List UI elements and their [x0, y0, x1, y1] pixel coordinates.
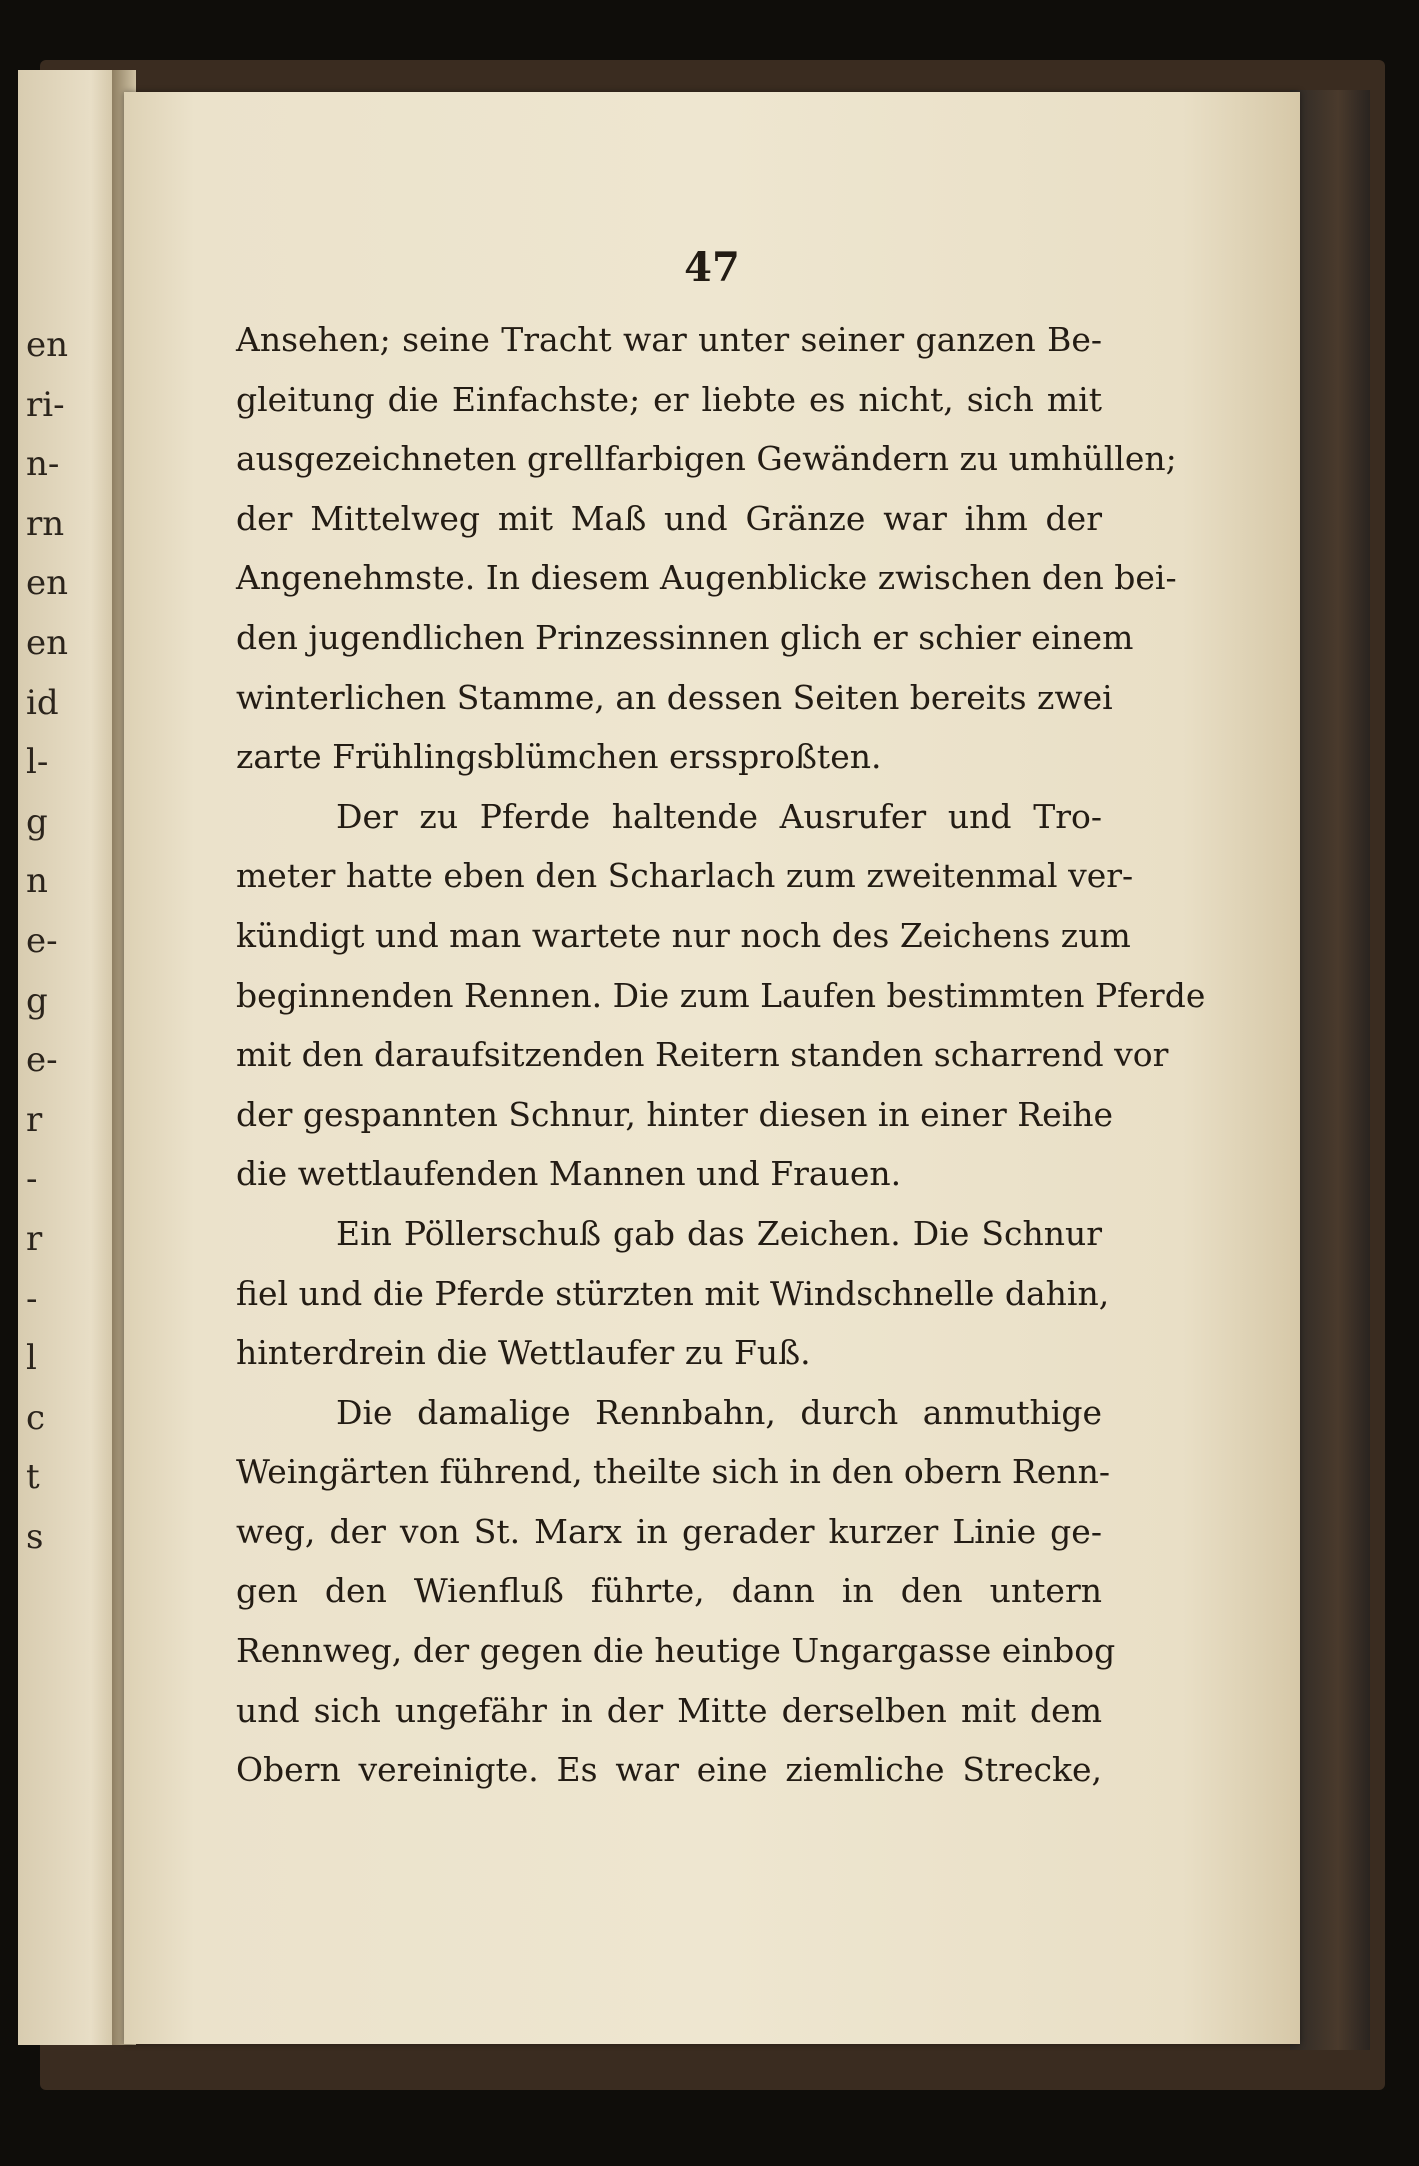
left-page-edge	[18, 70, 122, 2045]
left-page-fragment: ri-	[26, 384, 65, 425]
text-line: Der zu Pferde haltende Ausrufer und Tro-	[336, 796, 1102, 836]
text-line: weg, der von St. Marx in gerader kurzer Linie ge-	[236, 1511, 1102, 1551]
text-line: der Mittelweg mit Maß und Gränze war ihm der	[236, 498, 1102, 538]
right-page	[124, 92, 1300, 2044]
text-line: beginnenden Rennen. Die zum Laufen bestimmten Pferde	[236, 975, 1206, 1015]
text-line: Ansehen; seine Tracht war unter seiner ganzen Be-	[236, 320, 1102, 359]
back-cover-edge	[1290, 90, 1370, 2050]
text-line: Die damalige Rennbahn, durch anmuthige	[336, 1392, 1102, 1432]
left-page-fragment: g	[26, 980, 48, 1021]
left-page-fragment: t	[26, 1457, 40, 1498]
text-line: der gespannten Schnur, hinter diesen in einer Reihe	[236, 1094, 1113, 1134]
left-page-fragment: en	[26, 325, 69, 365]
left-page-fragment: -	[26, 1159, 38, 1200]
text-line: gen den Wienfluß führte, dann in den untern	[236, 1571, 1102, 1611]
page-number: 47	[684, 244, 740, 291]
text-line: hinterdrein die Wettlaufer zu Fuß.	[236, 1333, 811, 1373]
left-page-fragment: e-	[26, 921, 58, 961]
text-line: Angenehmste. In diesem Augenblicke zwischen den bei-	[236, 558, 1177, 598]
body-text	[236, 310, 1206, 1800]
text-line: die wettlaufenden Mannen und Frauen.	[236, 1154, 902, 1194]
text-line: mit den daraufsitzenden Reitern standen scharrend vor	[236, 1035, 1169, 1075]
text-line: Obern vereinigte. Es war eine ziemliche Strecke,	[236, 1750, 1102, 1790]
left-page-fragment: -	[26, 1278, 38, 1319]
left-page-fragment: r	[26, 1099, 43, 1140]
text-line: gleitung die Einfachste; er liebte es nicht, sich mit	[236, 379, 1102, 419]
text-line: meter hatte eben den Scharlach zum zweitenmal ver-	[236, 856, 1134, 896]
text-line: den jugendlichen Prinzessinnen glich er schier einem	[236, 617, 1134, 657]
left-page-fragment: id	[26, 682, 59, 723]
text-line: Weingärten führend, theilte sich in den obern Renn-	[236, 1452, 1110, 1492]
left-page-fragment: n-	[26, 444, 60, 485]
left-page-fragment: e-	[26, 1040, 58, 1081]
text-line: und sich ungefähr in der Mitte derselben mit dem	[236, 1690, 1102, 1730]
left-page-fragment: l	[26, 1338, 37, 1379]
left-page-fragment: en	[26, 563, 69, 604]
left-page-fragment: l-	[26, 742, 49, 783]
text-line: kündigt und man wartete nur noch des Zeichens zum	[236, 915, 1131, 955]
left-page-fragment: g	[26, 801, 48, 842]
text-line: zarte Frühlingsblümchen erssproßten.	[236, 737, 882, 777]
left-page-fragment: c	[26, 1397, 46, 1438]
left-page-fragment: en	[26, 623, 69, 663]
text-line: Rennweg, der gegen die heutige Ungargasse einbog	[236, 1631, 1116, 1671]
text-line: Ein Pöllerschuß gab das Zeichen. Die Schnur	[336, 1213, 1102, 1253]
text-line: ausgezeichneten grellfarbigen Gewändern zu umhüllen;	[236, 439, 1177, 479]
left-page-fragment: n	[26, 861, 48, 902]
text-line: winterlichen Stamme, an dessen Seiten bereits zwei	[236, 677, 1113, 717]
left-page-fragment: r	[26, 1219, 43, 1259]
text-line: fiel und die Pferde stürzten mit Windschnelle dahin,	[236, 1273, 1110, 1313]
left-page-fragment: s	[26, 1517, 44, 1557]
left-page-fragment: rn	[26, 503, 65, 544]
